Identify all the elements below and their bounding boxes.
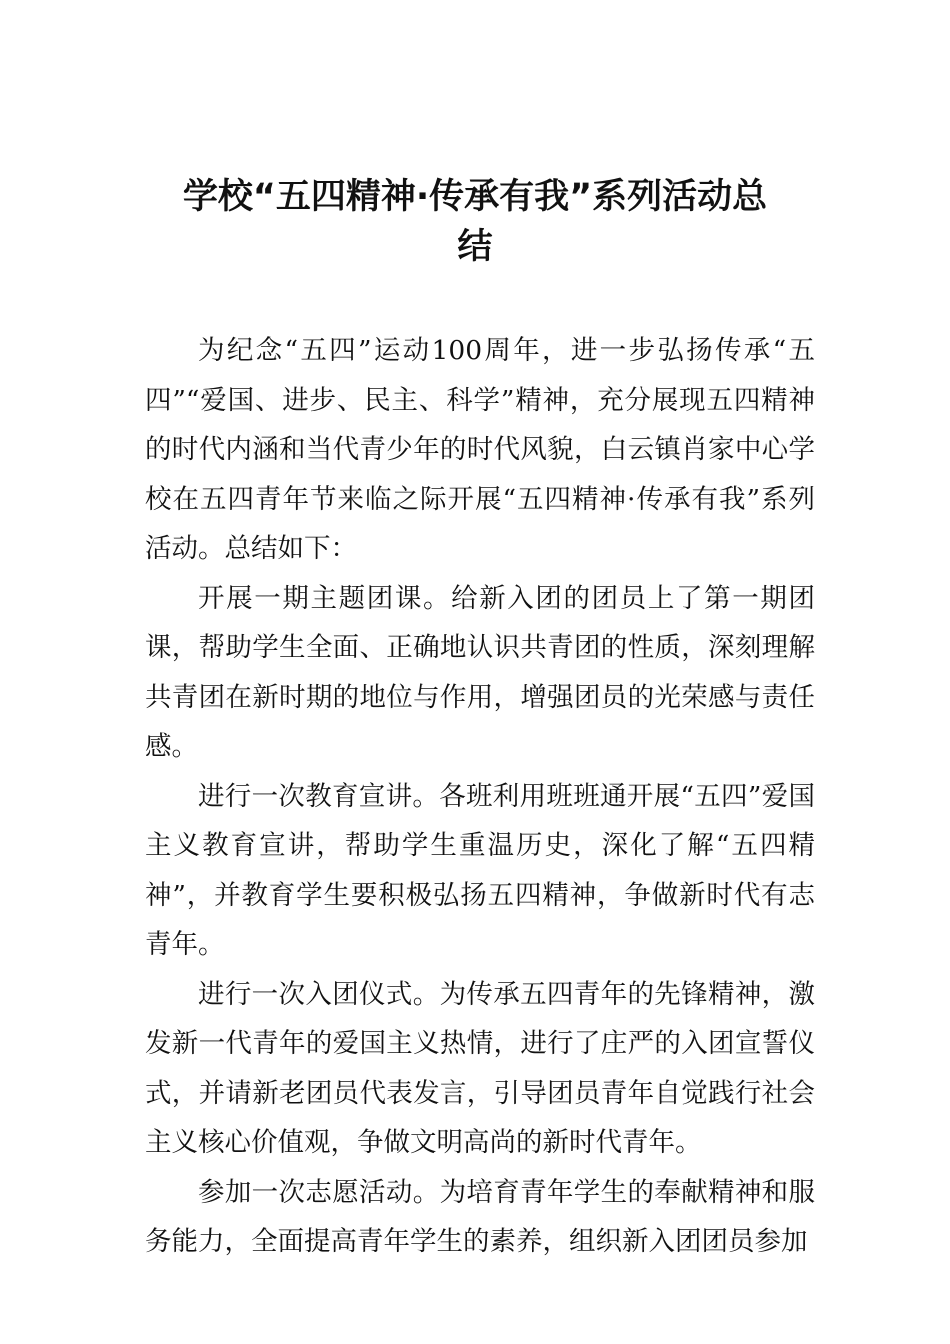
paragraph-volunteer-activity: 参加一次志愿活动。为培育青年学生的奉献精神和服务能力，全面提高青年学生的素养，组织新入团团员参加 [145,1176,815,1257]
paragraph-education-lecture: 进行一次教育宣讲。各班利用班班通开展“五四”爱国主义教育宣讲，帮助学生重温历史，深化了解“五四精神”，并教育学生要积极弘扬五四精神，争做新时代有志青年。 [145,780,815,960]
document-body [145,326,815,1267]
paragraph-league-class: 开展一期主题团课。给新入团的团员上了第一期团课，帮助学生全面、正确地认识共青团的性质，深刻理解共青团在新时期的地位与作用，增强团员的光荣感与责任感。 [145,582,815,762]
document-title-line-1: 学校“五四精神·传承有我”系列活动总 [182,177,768,217]
document-title-line-2: 结 [457,227,493,267]
document-title [130,172,820,272]
paragraph-admission-ceremony: 进行一次入团仪式。为传承五四青年的先锋精神，激发新一代青年的爱国主义热情，进行了庄严的入团宣誓仪式，并请新老团员代表发言，引导团员青年自觉践行社会主义核心价值观，争做文明高尚的新时代青年。 [145,978,815,1158]
paragraph-intro: 为纪念“五四”运动100周年，进一步弘扬传承“五四”“爱国、进步、民主、科学”精神，充分展现五四精神的时代内涵和当代青少年的时代风貌，白云镇肖家中心学校在五四青年节来临之际开展“五四精神·传承有我”系列活动。总结如下： [145,335,815,564]
